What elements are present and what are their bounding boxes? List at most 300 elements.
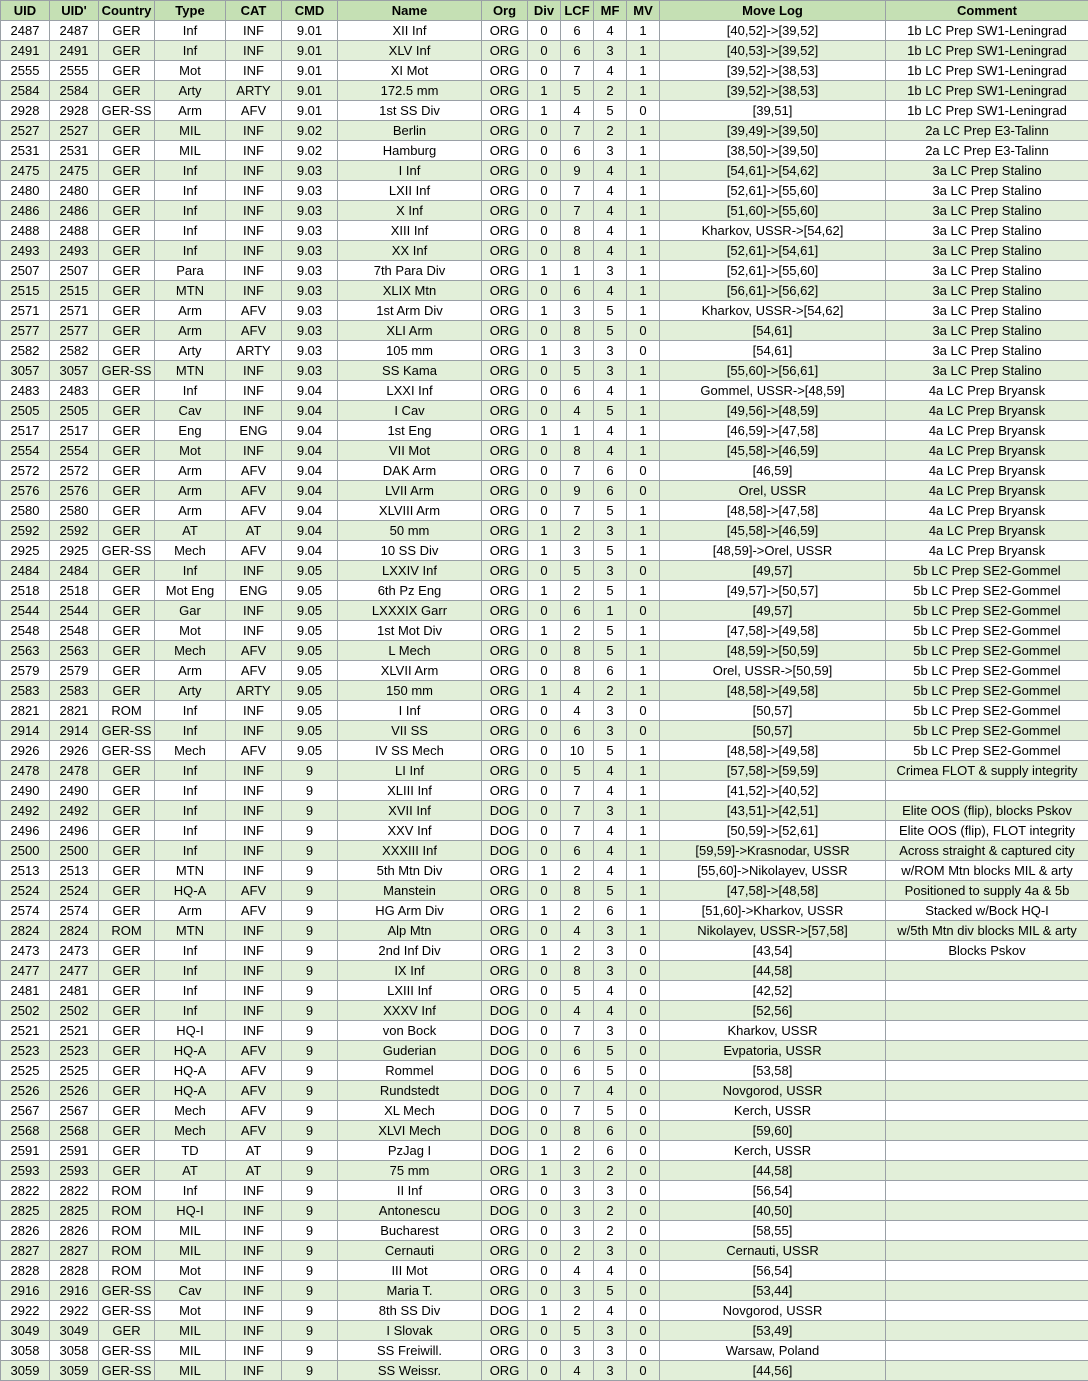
cell-move-log[interactable]: Nikolayev, USSR->[57,58]	[660, 921, 886, 941]
cell-uid-prime[interactable]: 2821	[50, 701, 99, 721]
table-row[interactable]	[1, 661, 1088, 681]
cell-country[interactable]: GER	[99, 161, 155, 181]
cell-mf[interactable]: 4	[594, 21, 627, 41]
cell-comment[interactable]: 4a LC Prep Bryansk	[886, 501, 1088, 521]
cell-comment[interactable]: 4a LC Prep Bryansk	[886, 481, 1088, 501]
cell-cat[interactable]: INF	[226, 141, 282, 161]
cell-type[interactable]: AT	[155, 521, 226, 541]
table-row[interactable]	[1, 21, 1088, 41]
cell-div[interactable]: 0	[528, 1221, 561, 1241]
cell-lcf[interactable]: 8	[561, 321, 594, 341]
cell-mv[interactable]: 0	[627, 1081, 660, 1101]
col-header-div[interactable]: Div	[528, 1, 561, 21]
cell-uid[interactable]: 2926	[1, 741, 50, 761]
cell-uid[interactable]: 2574	[1, 901, 50, 921]
cell-div[interactable]: 0	[528, 21, 561, 41]
cell-org[interactable]: DOG	[482, 841, 528, 861]
cell-name[interactable]: 1st Eng	[338, 421, 482, 441]
cell-uid-prime[interactable]: 2493	[50, 241, 99, 261]
cell-mv[interactable]: 0	[627, 321, 660, 341]
cell-comment[interactable]: 4a LC Prep Bryansk	[886, 381, 1088, 401]
cell-mf[interactable]: 4	[594, 221, 627, 241]
cell-mf[interactable]: 4	[594, 441, 627, 461]
cell-move-log[interactable]: [49,57]	[660, 601, 886, 621]
cell-cmd[interactable]: 9.01	[282, 81, 338, 101]
cell-type[interactable]: Arty	[155, 341, 226, 361]
cell-uid[interactable]: 2525	[1, 1061, 50, 1081]
cell-uid-prime[interactable]: 2825	[50, 1201, 99, 1221]
cell-mf[interactable]: 3	[594, 1321, 627, 1341]
cell-comment[interactable]: 1b LC Prep SW1-Leningrad	[886, 81, 1088, 101]
table-row[interactable]	[1, 181, 1088, 201]
table-row[interactable]	[1, 1301, 1088, 1321]
table-row[interactable]	[1, 41, 1088, 61]
cell-name[interactable]: LXXXIX Garr	[338, 601, 482, 621]
cell-mf[interactable]: 6	[594, 481, 627, 501]
cell-uid-prime[interactable]: 2487	[50, 21, 99, 41]
table-row[interactable]	[1, 1321, 1088, 1341]
col-header-move-log[interactable]: Move Log	[660, 1, 886, 21]
cell-uid[interactable]: 2487	[1, 21, 50, 41]
cell-type[interactable]: HQ-I	[155, 1201, 226, 1221]
cell-uid-prime[interactable]: 2574	[50, 901, 99, 921]
cell-country[interactable]: GER	[99, 441, 155, 461]
col-header-uid-prime[interactable]: UID'	[50, 1, 99, 21]
cell-cmd[interactable]: 9.03	[282, 281, 338, 301]
table-row[interactable]	[1, 341, 1088, 361]
cell-mv[interactable]: 0	[627, 721, 660, 741]
cell-country[interactable]: GER	[99, 1041, 155, 1061]
cell-lcf[interactable]: 7	[561, 501, 594, 521]
cell-name[interactable]: Hamburg	[338, 141, 482, 161]
cell-move-log[interactable]: [40,50]	[660, 1201, 886, 1221]
cell-uid[interactable]: 3059	[1, 1361, 50, 1381]
cell-div[interactable]: 1	[528, 941, 561, 961]
cell-org[interactable]: ORG	[482, 401, 528, 421]
cell-uid-prime[interactable]: 2477	[50, 961, 99, 981]
cell-mv[interactable]: 0	[627, 341, 660, 361]
cell-uid[interactable]: 2572	[1, 461, 50, 481]
cell-country[interactable]: GER	[99, 1001, 155, 1021]
cell-type[interactable]: Inf	[155, 381, 226, 401]
cell-comment[interactable]: 5b LC Prep SE2-Gommel	[886, 581, 1088, 601]
cell-org[interactable]: ORG	[482, 301, 528, 321]
cell-div[interactable]: 1	[528, 1141, 561, 1161]
cell-country[interactable]: GER	[99, 941, 155, 961]
cell-move-log[interactable]: [40,52]->[39,52]	[660, 21, 886, 41]
cell-cmd[interactable]: 9.01	[282, 41, 338, 61]
cell-cmd[interactable]: 9.03	[282, 261, 338, 281]
cell-name[interactable]: LVII Arm	[338, 481, 482, 501]
cell-mv[interactable]: 0	[627, 1221, 660, 1241]
cell-country[interactable]: GER	[99, 1061, 155, 1081]
cell-org[interactable]: ORG	[482, 981, 528, 1001]
cell-country[interactable]: GER	[99, 581, 155, 601]
cell-div[interactable]: 0	[528, 1041, 561, 1061]
cell-div[interactable]: 0	[528, 1261, 561, 1281]
cell-mf[interactable]: 3	[594, 941, 627, 961]
cell-org[interactable]: DOG	[482, 821, 528, 841]
cell-lcf[interactable]: 2	[561, 521, 594, 541]
table-row[interactable]	[1, 401, 1088, 421]
cell-country[interactable]: GER-SS	[99, 1361, 155, 1381]
cell-mf[interactable]: 5	[594, 581, 627, 601]
cell-comment[interactable]: 4a LC Prep Bryansk	[886, 461, 1088, 481]
table-row[interactable]	[1, 101, 1088, 121]
cell-org[interactable]: DOG	[482, 1101, 528, 1121]
cell-country[interactable]: GER	[99, 61, 155, 81]
cell-mf[interactable]: 3	[594, 41, 627, 61]
cell-cat[interactable]: INF	[226, 1281, 282, 1301]
cell-cat[interactable]: AFV	[226, 661, 282, 681]
cell-mf[interactable]: 5	[594, 321, 627, 341]
cell-cat[interactable]: INF	[226, 941, 282, 961]
cell-comment[interactable]	[886, 1341, 1088, 1361]
cell-div[interactable]: 0	[528, 881, 561, 901]
cell-type[interactable]: Arm	[155, 321, 226, 341]
cell-type[interactable]: Inf	[155, 801, 226, 821]
cell-uid-prime[interactable]: 2925	[50, 541, 99, 561]
cell-org[interactable]: ORG	[482, 461, 528, 481]
cell-uid[interactable]: 2582	[1, 341, 50, 361]
cell-org[interactable]: ORG	[482, 701, 528, 721]
cell-cat[interactable]: INF	[226, 1261, 282, 1281]
cell-uid[interactable]: 2473	[1, 941, 50, 961]
cell-country[interactable]: GER-SS	[99, 1301, 155, 1321]
cell-org[interactable]: ORG	[482, 541, 528, 561]
cell-mv[interactable]: 0	[627, 1261, 660, 1281]
cell-comment[interactable]: w/5th Mtn div blocks MIL & arty	[886, 921, 1088, 941]
cell-lcf[interactable]: 2	[561, 1301, 594, 1321]
cell-name[interactable]: 1st SS Div	[338, 101, 482, 121]
cell-country[interactable]: ROM	[99, 1221, 155, 1241]
cell-type[interactable]: MIL	[155, 1241, 226, 1261]
cell-name[interactable]: IV SS Mech	[338, 741, 482, 761]
cell-uid-prime[interactable]: 2525	[50, 1061, 99, 1081]
cell-comment[interactable]: 3a LC Prep Stalino	[886, 241, 1088, 261]
cell-country[interactable]: GER	[99, 21, 155, 41]
cell-cmd[interactable]: 9	[282, 1021, 338, 1041]
cell-type[interactable]: Inf	[155, 961, 226, 981]
cell-country[interactable]: GER-SS	[99, 1341, 155, 1361]
cell-type[interactable]: Inf	[155, 701, 226, 721]
cell-lcf[interactable]: 2	[561, 901, 594, 921]
cell-mf[interactable]: 3	[594, 701, 627, 721]
cell-uid[interactable]: 2502	[1, 1001, 50, 1021]
cell-comment[interactable]	[886, 1161, 1088, 1181]
cell-mf[interactable]: 5	[594, 1281, 627, 1301]
cell-mv[interactable]: 1	[627, 181, 660, 201]
cell-country[interactable]: GER	[99, 621, 155, 641]
table-row[interactable]	[1, 581, 1088, 601]
cell-country[interactable]: ROM	[99, 1241, 155, 1261]
cell-type[interactable]: Inf	[155, 181, 226, 201]
cell-name[interactable]: LI Inf	[338, 761, 482, 781]
cell-mv[interactable]: 0	[627, 1281, 660, 1301]
cell-mv[interactable]: 1	[627, 301, 660, 321]
cell-comment[interactable]: 4a LC Prep Bryansk	[886, 441, 1088, 461]
cell-lcf[interactable]: 1	[561, 261, 594, 281]
table-row[interactable]	[1, 901, 1088, 921]
cell-move-log[interactable]: Kerch, USSR	[660, 1141, 886, 1161]
cell-mf[interactable]: 2	[594, 121, 627, 141]
cell-uid[interactable]: 2488	[1, 221, 50, 241]
cell-type[interactable]: Inf	[155, 41, 226, 61]
cell-name[interactable]: VII Mot	[338, 441, 482, 461]
cell-uid-prime[interactable]: 2926	[50, 741, 99, 761]
cell-type[interactable]: MTN	[155, 281, 226, 301]
col-header-org[interactable]: Org	[482, 1, 528, 21]
cell-uid[interactable]: 2922	[1, 1301, 50, 1321]
cell-move-log[interactable]: [51,60]->[55,60]	[660, 201, 886, 221]
table-row[interactable]	[1, 361, 1088, 381]
cell-comment[interactable]	[886, 1001, 1088, 1021]
cell-org[interactable]: ORG	[482, 201, 528, 221]
cell-comment[interactable]	[886, 1221, 1088, 1241]
cell-mf[interactable]: 4	[594, 781, 627, 801]
cell-mv[interactable]: 1	[627, 141, 660, 161]
cell-lcf[interactable]: 9	[561, 161, 594, 181]
cell-org[interactable]: ORG	[482, 21, 528, 41]
cell-uid-prime[interactable]: 2481	[50, 981, 99, 1001]
cell-mv[interactable]: 1	[627, 421, 660, 441]
cell-move-log[interactable]: [53,49]	[660, 1321, 886, 1341]
cell-name[interactable]: XX Inf	[338, 241, 482, 261]
cell-mf[interactable]: 4	[594, 161, 627, 181]
cell-country[interactable]: GER	[99, 841, 155, 861]
cell-div[interactable]: 0	[528, 781, 561, 801]
cell-org[interactable]: ORG	[482, 641, 528, 661]
cell-name[interactable]: XLVIII Arm	[338, 501, 482, 521]
cell-mv[interactable]: 0	[627, 481, 660, 501]
cell-country[interactable]: ROM	[99, 1201, 155, 1221]
cell-cmd[interactable]: 9.03	[282, 161, 338, 181]
cell-lcf[interactable]: 6	[561, 41, 594, 61]
cell-cat[interactable]: AFV	[226, 1061, 282, 1081]
cell-name[interactable]: Alp Mtn	[338, 921, 482, 941]
cell-cat[interactable]: AT	[226, 1141, 282, 1161]
cell-type[interactable]: Inf	[155, 561, 226, 581]
cell-move-log[interactable]: [50,59]->[52,61]	[660, 821, 886, 841]
table-row[interactable]	[1, 881, 1088, 901]
cell-cat[interactable]: INF	[226, 281, 282, 301]
cell-cat[interactable]: AFV	[226, 461, 282, 481]
cell-cmd[interactable]: 9.04	[282, 501, 338, 521]
cell-uid[interactable]: 2914	[1, 721, 50, 741]
cell-cmd[interactable]: 9.01	[282, 101, 338, 121]
cell-name[interactable]: 8th SS Div	[338, 1301, 482, 1321]
cell-name[interactable]: XL Mech	[338, 1101, 482, 1121]
cell-type[interactable]: Inf	[155, 821, 226, 841]
cell-type[interactable]: Inf	[155, 221, 226, 241]
cell-org[interactable]: ORG	[482, 1261, 528, 1281]
table-row[interactable]	[1, 1061, 1088, 1081]
cell-mv[interactable]: 0	[627, 1161, 660, 1181]
table-row[interactable]	[1, 141, 1088, 161]
cell-uid-prime[interactable]: 2502	[50, 1001, 99, 1021]
cell-div[interactable]: 0	[528, 641, 561, 661]
cell-cmd[interactable]: 9	[282, 1221, 338, 1241]
cell-name[interactable]: I Slovak	[338, 1321, 482, 1341]
cell-type[interactable]: MIL	[155, 121, 226, 141]
cell-div[interactable]: 0	[528, 761, 561, 781]
cell-move-log[interactable]: Kerch, USSR	[660, 1101, 886, 1121]
cell-type[interactable]: TD	[155, 1141, 226, 1161]
cell-name[interactable]: 75 mm	[338, 1161, 482, 1181]
cell-cmd[interactable]: 9.04	[282, 521, 338, 541]
cell-type[interactable]: Cav	[155, 1281, 226, 1301]
cell-country[interactable]: GER	[99, 681, 155, 701]
cell-type[interactable]: HQ-A	[155, 1081, 226, 1101]
cell-org[interactable]: ORG	[482, 421, 528, 441]
cell-uid[interactable]: 2554	[1, 441, 50, 461]
cell-uid[interactable]: 2515	[1, 281, 50, 301]
cell-org[interactable]: ORG	[482, 501, 528, 521]
cell-type[interactable]: MIL	[155, 141, 226, 161]
table-row[interactable]	[1, 541, 1088, 561]
cell-name[interactable]: Manstein	[338, 881, 482, 901]
cell-mf[interactable]: 4	[594, 1301, 627, 1321]
cell-type[interactable]: HQ-A	[155, 1041, 226, 1061]
cell-lcf[interactable]: 2	[561, 861, 594, 881]
cell-name[interactable]: XI Mot	[338, 61, 482, 81]
cell-mv[interactable]: 1	[627, 861, 660, 881]
cell-cat[interactable]: INF	[226, 241, 282, 261]
cell-mf[interactable]: 5	[594, 741, 627, 761]
cell-country[interactable]: GER	[99, 341, 155, 361]
table-row[interactable]	[1, 861, 1088, 881]
table-row[interactable]	[1, 461, 1088, 481]
cell-div[interactable]: 1	[528, 81, 561, 101]
cell-cmd[interactable]: 9	[282, 1001, 338, 1021]
cell-type[interactable]: Mot	[155, 441, 226, 461]
cell-div[interactable]: 0	[528, 281, 561, 301]
cell-cmd[interactable]: 9.04	[282, 461, 338, 481]
cell-name[interactable]: 50 mm	[338, 521, 482, 541]
cell-move-log[interactable]: [52,56]	[660, 1001, 886, 1021]
cell-uid-prime[interactable]: 2914	[50, 721, 99, 741]
cell-mv[interactable]: 0	[627, 461, 660, 481]
cell-uid[interactable]: 2531	[1, 141, 50, 161]
cell-uid[interactable]: 2478	[1, 761, 50, 781]
cell-type[interactable]: Arm	[155, 661, 226, 681]
cell-move-log[interactable]: Orel, USSR	[660, 481, 886, 501]
cell-cmd[interactable]: 9	[282, 801, 338, 821]
cell-uid-prime[interactable]: 2827	[50, 1241, 99, 1261]
cell-uid-prime[interactable]: 2554	[50, 441, 99, 461]
cell-mv[interactable]: 1	[627, 921, 660, 941]
cell-org[interactable]: ORG	[482, 181, 528, 201]
cell-mf[interactable]: 3	[594, 361, 627, 381]
cell-lcf[interactable]: 5	[561, 81, 594, 101]
cell-uid[interactable]: 2925	[1, 541, 50, 561]
cell-name[interactable]: Cernauti	[338, 1241, 482, 1261]
cell-lcf[interactable]: 3	[561, 1161, 594, 1181]
cell-cmd[interactable]: 9	[282, 1241, 338, 1261]
cell-cmd[interactable]: 9	[282, 901, 338, 921]
cell-uid-prime[interactable]: 2582	[50, 341, 99, 361]
cell-comment[interactable]: 3a LC Prep Stalino	[886, 361, 1088, 381]
cell-mf[interactable]: 3	[594, 261, 627, 281]
cell-cmd[interactable]: 9	[282, 1061, 338, 1081]
cell-uid[interactable]: 2563	[1, 641, 50, 661]
cell-org[interactable]: ORG	[482, 321, 528, 341]
table-row[interactable]	[1, 921, 1088, 941]
cell-comment[interactable]: 1b LC Prep SW1-Leningrad	[886, 21, 1088, 41]
cell-div[interactable]: 0	[528, 1101, 561, 1121]
cell-uid-prime[interactable]: 2826	[50, 1221, 99, 1241]
cell-div[interactable]: 0	[528, 1321, 561, 1341]
cell-uid-prime[interactable]: 2572	[50, 461, 99, 481]
cell-country[interactable]: GER	[99, 901, 155, 921]
cell-move-log[interactable]: Novgorod, USSR	[660, 1301, 886, 1321]
table-row[interactable]	[1, 681, 1088, 701]
cell-move-log[interactable]: [50,57]	[660, 701, 886, 721]
cell-country[interactable]: GER-SS	[99, 741, 155, 761]
cell-move-log[interactable]: [45,58]->[46,59]	[660, 521, 886, 541]
cell-move-log[interactable]: [48,58]->[47,58]	[660, 501, 886, 521]
cell-type[interactable]: Mot	[155, 621, 226, 641]
table-row[interactable]	[1, 1001, 1088, 1021]
cell-comment[interactable]: 5b LC Prep SE2-Gommel	[886, 641, 1088, 661]
cell-move-log[interactable]: Novgorod, USSR	[660, 1081, 886, 1101]
cell-country[interactable]: GER	[99, 821, 155, 841]
cell-org[interactable]: DOG	[482, 1201, 528, 1221]
cell-uid-prime[interactable]: 2579	[50, 661, 99, 681]
cell-org[interactable]: DOG	[482, 1041, 528, 1061]
cell-org[interactable]: DOG	[482, 1001, 528, 1021]
cell-mv[interactable]: 1	[627, 541, 660, 561]
cell-comment[interactable]: Blocks Pskov	[886, 941, 1088, 961]
cell-mf[interactable]: 3	[594, 1021, 627, 1041]
cell-comment[interactable]: 5b LC Prep SE2-Gommel	[886, 661, 1088, 681]
cell-move-log[interactable]: [46,59]->[47,58]	[660, 421, 886, 441]
cell-div[interactable]: 0	[528, 801, 561, 821]
cell-org[interactable]: ORG	[482, 1161, 528, 1181]
cell-org[interactable]: ORG	[482, 941, 528, 961]
cell-div[interactable]: 1	[528, 261, 561, 281]
cell-cmd[interactable]: 9.05	[282, 561, 338, 581]
cell-div[interactable]: 1	[528, 101, 561, 121]
cell-comment[interactable]: 5b LC Prep SE2-Gommel	[886, 701, 1088, 721]
cell-name[interactable]: XVII Inf	[338, 801, 482, 821]
cell-lcf[interactable]: 2	[561, 581, 594, 601]
cell-cmd[interactable]: 9	[282, 861, 338, 881]
cell-country[interactable]: GER	[99, 761, 155, 781]
cell-type[interactable]: Inf	[155, 241, 226, 261]
cell-div[interactable]: 0	[528, 401, 561, 421]
cell-cmd[interactable]: 9	[282, 1201, 338, 1221]
cell-name[interactable]: XXXV Inf	[338, 1001, 482, 1021]
cell-mf[interactable]: 1	[594, 601, 627, 621]
cell-div[interactable]: 0	[528, 1241, 561, 1261]
cell-country[interactable]: GER	[99, 861, 155, 881]
cell-org[interactable]: ORG	[482, 41, 528, 61]
cell-uid[interactable]: 2500	[1, 841, 50, 861]
cell-country[interactable]: GER-SS	[99, 361, 155, 381]
cell-mv[interactable]: 0	[627, 961, 660, 981]
cell-div[interactable]: 0	[528, 201, 561, 221]
cell-move-log[interactable]: [45,58]->[46,59]	[660, 441, 886, 461]
cell-uid[interactable]: 2571	[1, 301, 50, 321]
cell-move-log[interactable]: [43,54]	[660, 941, 886, 961]
cell-mv[interactable]: 1	[627, 201, 660, 221]
cell-name[interactable]: LXII Inf	[338, 181, 482, 201]
cell-move-log[interactable]: [39,52]->[38,53]	[660, 61, 886, 81]
cell-mf[interactable]: 4	[594, 241, 627, 261]
cell-mv[interactable]: 0	[627, 101, 660, 121]
cell-org[interactable]: ORG	[482, 901, 528, 921]
